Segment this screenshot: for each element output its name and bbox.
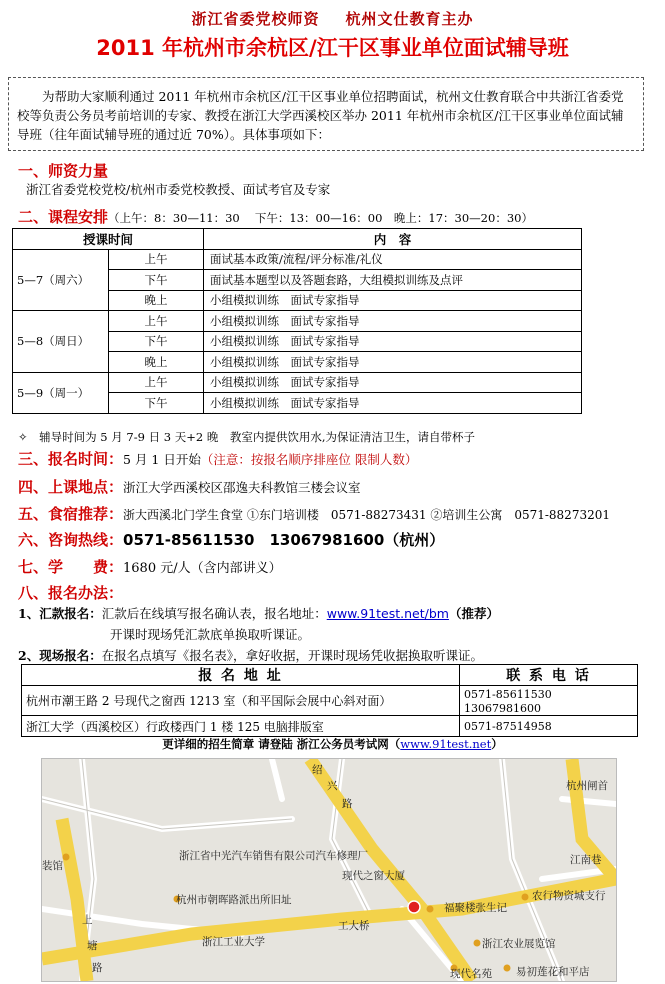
- schedule-day: 5—9（周一）: [13, 372, 109, 413]
- section-hotline-title: 六、咨询热线：: [18, 531, 124, 549]
- schedule-content: 面试基本题型以及答题套路，大组模拟训练及点评: [204, 270, 582, 291]
- schedule-period: 上午: [109, 372, 204, 393]
- section-location-title: 四、上课地点：: [18, 478, 124, 496]
- location-map[interactable]: [41, 758, 617, 982]
- reg-head-phone: 联 系 电 话: [460, 665, 638, 686]
- map-label: 杭州市朝晖路派出所旧址: [176, 894, 292, 906]
- section-lodging-title: 五、食宿推荐：: [18, 505, 124, 523]
- section-fee-title: 七、学 费：: [18, 558, 124, 576]
- remit-line2: 开课时现场凭汇款底单换取听课证。: [110, 627, 311, 642]
- signup-warning: （注意：按报名顺序排座位 限制人数）: [200, 452, 418, 467]
- schedule-period: 上午: [109, 249, 204, 270]
- map-label: 兴: [327, 780, 338, 792]
- map-label: 装馆: [42, 860, 63, 872]
- map-label: 浙江农业展览馆: [482, 938, 556, 950]
- signup-link[interactable]: www.91test.net/bm: [326, 606, 449, 621]
- map-poi: [427, 906, 434, 913]
- map-svg: [42, 759, 616, 981]
- map-label: 易初莲花和平店: [516, 966, 590, 978]
- schedule-content: 面试基本政策/流程/评分标准/礼仪: [204, 249, 582, 270]
- map-poi: [522, 894, 529, 901]
- table-row: [13, 372, 582, 393]
- map-label: 现代之窗大厦: [342, 870, 405, 882]
- section-teachers-title: 一、师资力量: [18, 162, 109, 180]
- organizer-right: 杭州文仕教育主办: [345, 10, 474, 28]
- map-label: 福聚楼张生记: [444, 902, 507, 914]
- schedule-period: 上午: [109, 311, 204, 332]
- signup-start: 5 月 1 日开始: [123, 452, 201, 467]
- map-label: 路: [92, 962, 103, 974]
- schedule-content: 小组模拟训练 面试专家指导: [204, 393, 582, 414]
- schedule-period: 下午: [109, 393, 204, 414]
- footer-line: [0, 736, 665, 752]
- schedule-day: 5—8（周日）: [13, 311, 109, 373]
- reg-address: 杭州市潮王路 2 号现代之窗西 1213 室（和平国际会展中心斜对面）: [22, 686, 460, 716]
- remit-text: 汇款后在线填写报名确认表，报名地址：: [101, 606, 327, 621]
- section-signup-time: [18, 448, 417, 469]
- table-row: [13, 249, 582, 270]
- footer-link[interactable]: www.91test.net: [400, 737, 492, 751]
- recommended-tag: （推荐）: [448, 606, 499, 621]
- reg-address: 浙江大学（西溪校区）行政楼西门 1 楼 125 电脑排版室: [22, 716, 460, 737]
- map-poi: [63, 854, 70, 861]
- map-label: 塘: [87, 940, 98, 952]
- map-poi: [474, 940, 481, 947]
- schedule-note: ✧ 辅导时间为 5 月 7-9 日 3 天+2 晚 教室内提供饮用水,为保证清洁卫生，请自带杯子: [18, 430, 475, 444]
- schedule-period: 下午: [109, 270, 204, 291]
- registration-table: [21, 664, 638, 737]
- map-label: 江南巷: [570, 854, 602, 866]
- schedule-head-content: 内 容: [204, 229, 582, 250]
- signup-method-remit: [18, 604, 499, 622]
- section-location: [18, 476, 361, 497]
- table-row: [13, 311, 582, 332]
- map-label: 浙江工业大学: [202, 936, 265, 948]
- section-hotline: [18, 529, 444, 550]
- destination-marker-icon[interactable]: [408, 901, 420, 913]
- section-signup-method-title: 八、报名办法：: [18, 584, 124, 602]
- schedule-day: 5—7（周六）: [13, 249, 109, 311]
- schedule-content: 小组模拟训练 面试专家指导: [204, 331, 582, 352]
- section-fee: [18, 556, 282, 577]
- schedule-head-time: 授课时间: [13, 229, 204, 250]
- organizer-left: 浙江省委党校师资: [191, 10, 320, 28]
- signup-method-onsite: [18, 646, 483, 664]
- map-label: 路: [342, 798, 353, 810]
- hotline-text: 0571-85611530 13067981600（杭州）: [123, 531, 445, 549]
- intro-box: 为帮助大家顺利通过 2011 年杭州市余杭区/江干区事业单位招聘面试，杭州文仕教育联合中共浙江省委党校等负责公务员考前培训的专家、教授在浙江大学西溪校区举办 2011 年杭州市余杭区/江干区事业单位面试辅导班（往年面试辅导班的通过近 70%）。具体事项如下：: [8, 77, 644, 151]
- page-title: 2011 年杭州市余杭区/江干区事业单位面试辅导班: [96, 36, 569, 60]
- map-label: 绍: [312, 764, 323, 776]
- section-schedule-header: [18, 206, 533, 227]
- section-schedule-title: 二、课程安排: [18, 208, 109, 226]
- schedule-table: [12, 228, 582, 414]
- onsite-label: 2、现场报名：: [18, 648, 102, 663]
- reg-head-address: 报 名 地 址: [22, 665, 460, 686]
- footer-close: ）: [491, 737, 503, 751]
- fee-text: 1680 元/人（含内部讲义）: [123, 561, 282, 576]
- schedule-period: 晚上: [109, 290, 204, 311]
- section-lodging: [18, 503, 610, 524]
- section-teachers-text: 浙江省委党校党校/杭州市委党校教授、面试考官及专家: [26, 182, 331, 197]
- reg-phone: 0571-85611530 13067981600: [460, 686, 638, 716]
- map-label: 农行物资城支行: [532, 890, 606, 902]
- map-poi: [504, 965, 511, 972]
- section-signup-time-title: 三、报名时间：: [18, 450, 124, 468]
- schedule-content: 小组模拟训练 面试专家指导: [204, 352, 582, 373]
- location-text: 浙江大学西溪校区邵逸夫科教馆三楼会议室: [123, 480, 361, 495]
- header-subtitle: [0, 8, 665, 29]
- reg-phone: 0571-87514958: [460, 716, 638, 737]
- map-label: 杭州闸首: [566, 780, 608, 792]
- schedule-content: 小组模拟训练 面试专家指导: [204, 311, 582, 332]
- map-label: 工大桥: [338, 920, 370, 932]
- map-label: 现代名苑: [450, 968, 492, 980]
- footer-text: 更详细的招生简章 请登陆 浙江公务员考试网（: [162, 737, 401, 751]
- schedule-period: 下午: [109, 331, 204, 352]
- schedule-content: 小组模拟训练 面试专家指导: [204, 372, 582, 393]
- remit-label: 1、汇款报名：: [18, 606, 102, 621]
- schedule-period: 晚上: [109, 352, 204, 373]
- map-label: 浙江省中光汽车销售有限公司汽车修理厂: [179, 850, 368, 862]
- schedule-content: 小组模拟训练 面试专家指导: [204, 290, 582, 311]
- table-row: [22, 716, 638, 737]
- onsite-text: 在报名点填写《报名表》，拿好收据，开课时现场凭收据换取听课证。: [101, 648, 483, 663]
- map-label: 上: [82, 914, 93, 926]
- class-times: （上午：8：30—11：30 下午：13：00—16：00 晚上：17：30—20：30）: [108, 211, 533, 225]
- table-row: [22, 686, 638, 716]
- lodging-text: 浙大西溪北门学生食堂 ①东门培训楼 0571-88273431 ②培训生公寓 0571-88273201: [123, 508, 610, 522]
